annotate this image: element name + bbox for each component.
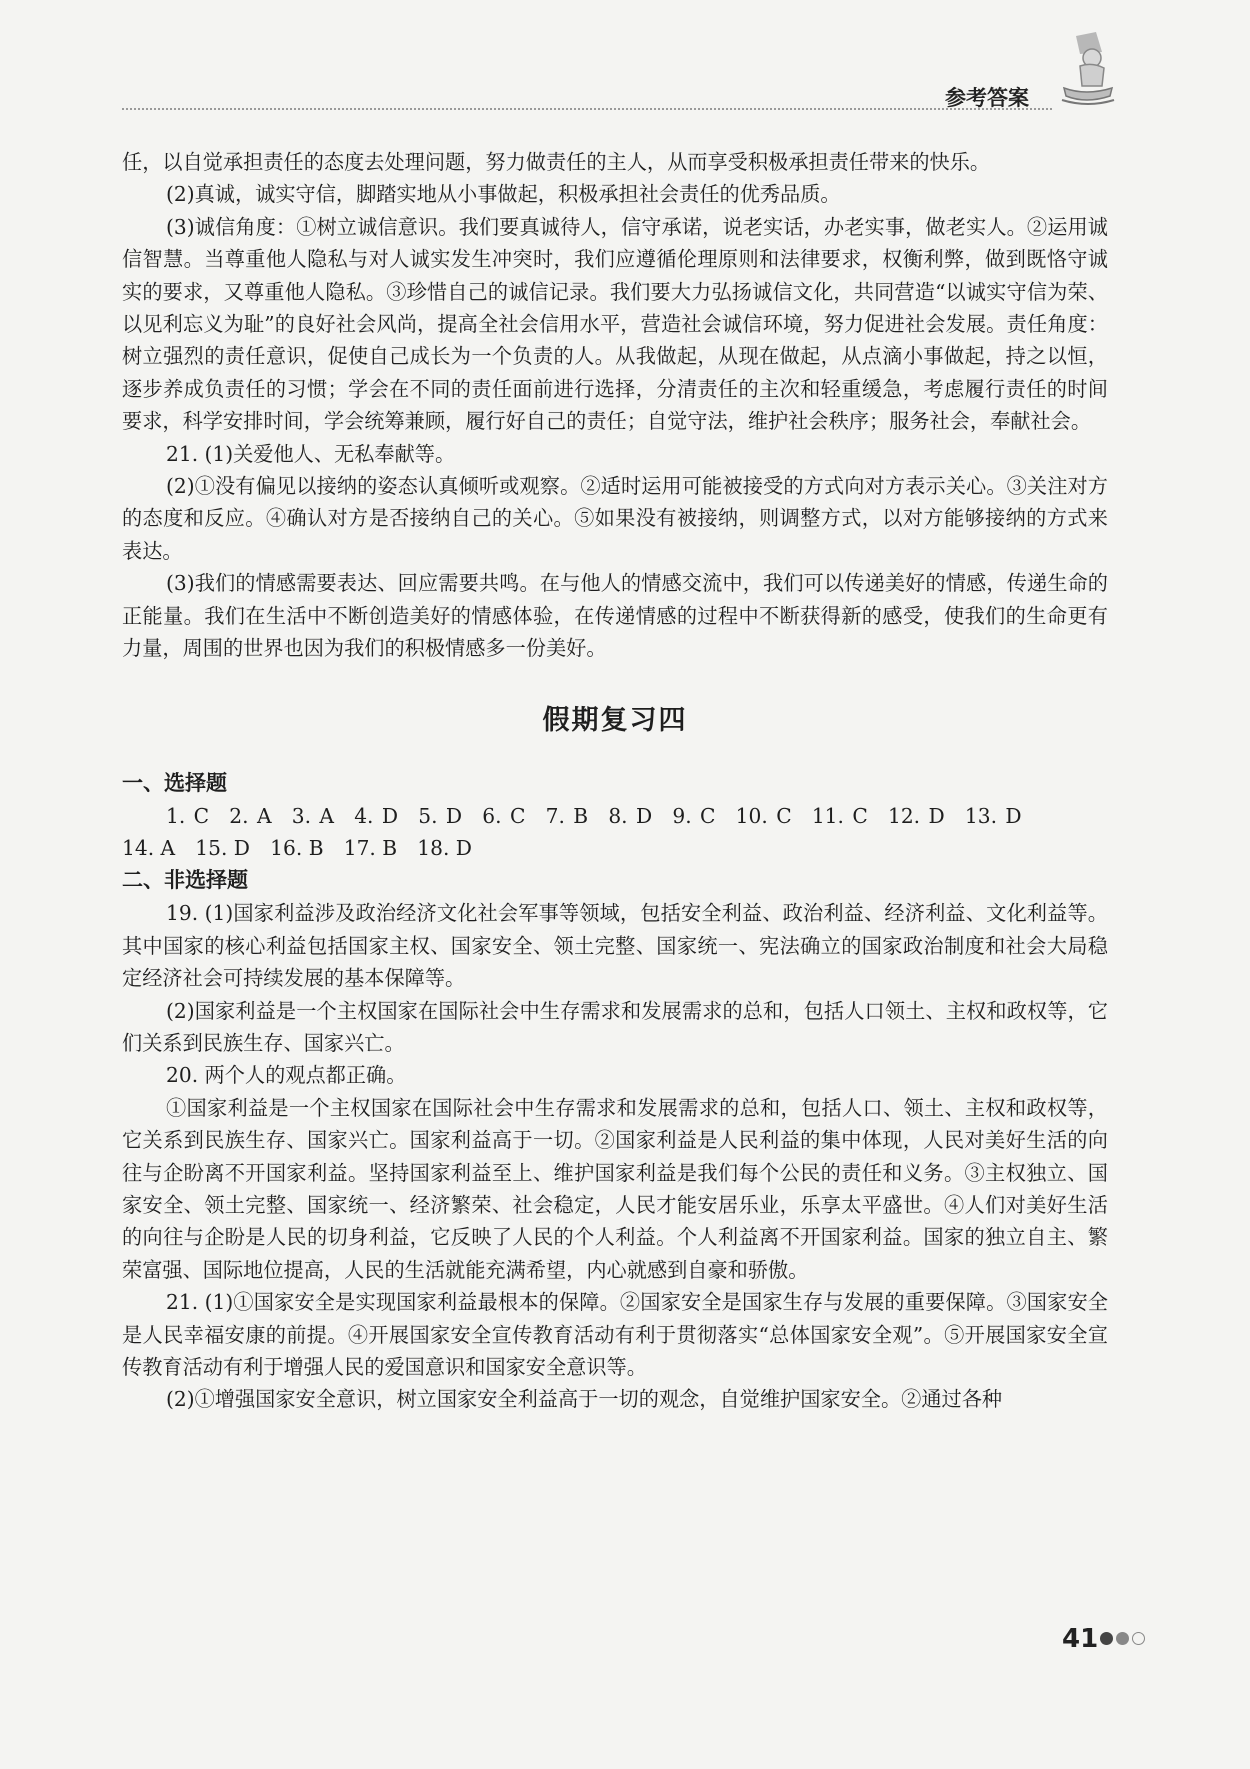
paragraph: (3)诚信角度：①树立诚信意识。我们要真诚待人，信守承诺，说老实话，办老实事，做老实人。②运用诚信智慧。当尊重他人隐私与对人诚实发生冲突时，我们应遵循伦理原则和法律要求，权衡利弊，做到既恪守诚实的要求，又尊重他人隐私。③珍惜自己的诚信记录。我们要大力弘扬诚信文化，共同营造“以诚实守信为荣、以见利忘义为耻”的良好社会风尚，提高全社会信用水平，营造社会诚信环境，努力促进社会发展。责任角度：树立强烈的责任意识，促使自己成长为一个负责的人。从我做起，从现在做起，从点滴小事做起，持之以恒，逐步养成负责任的习惯；学会在不同的责任面前进行选择，分清责任的主次和轻重缓急，考虑履行责任的时间要求，科学安排时间，学会统筹兼顾，履行好自己的责任；自觉守法，维护社会秩序；服务社会，奉献社会。 xyxy=(122,214,1108,434)
paragraph: (2)①增强国家安全意识，树立国家安全利益高于一切的观念，自觉维护国家安全。②通过各种 xyxy=(166,1387,1003,1412)
paragraph: 21. (1)①国家安全是实现国家利益最根本的保障。②国家安全是国家生存与发展的重要保障。③国家安全是人民幸福安康的前提。④开展国家安全宣传教育活动有利于贯彻落实“总体国家安全观”。⑤开展国家安全宣传教育活动有利于增强人民的爱国意识和国家安全意识等。 xyxy=(122,1290,1108,1379)
paragraph: 任，以自觉承担责任的态度去处理问题，努力做责任的主人，从而享受积极承担责任带来的快乐。 xyxy=(122,150,991,174)
dot-icon xyxy=(1100,1632,1113,1645)
paragraph: (2)国家利益是一个主权国家在国际社会中生存需求和发展需求的总和，包括人口领土、主权和政权等，它们关系到民族生存、国家兴亡。 xyxy=(122,998,1108,1055)
dot-icon xyxy=(1116,1632,1129,1645)
choice-heading: 一、选择题 xyxy=(122,770,227,795)
answer-content xyxy=(122,146,1108,1416)
paragraph: (2)真诚，诚实守信，脚踏实地从小事做起，积极承担社会责任的优秀品质。 xyxy=(166,182,841,207)
paragraph: 21. (1)关爱他人、无私奉献等。 xyxy=(166,441,456,466)
page-number: 41 xyxy=(1062,1624,1099,1654)
header-dotted-rule xyxy=(122,108,1052,110)
choice-answers-row: 1. C 2. A 3. A 4. D 5. D 6. C 7. B 8. D 9. C 10. C 11. C 12. D 13. D xyxy=(166,803,1022,828)
paragraph: 19. (1)国家利益涉及政治经济文化社会军事等领域，包括安全利益、政治利益、经济利益、文化利益等。其中国家的核心利益包括国家主权、国家安全、领土完整、国家统一、宪法确立的国家政治制度和社会大局稳定经济社会可持续发展的基本保障等。 xyxy=(122,901,1108,991)
header-tag: 参考答案 xyxy=(945,86,1029,110)
paragraph: ①国家利益是一个主权国家在国际社会中生存需求和发展需求的总和，包括人口、领土、主权和政权等，它关系到民族生存、国家兴亡。国家利益高于一切。②国家利益是人民利益的集中体现，人民对美好生活的向往与企盼离不开国家利益。坚持国家利益至上、维护国家利益是我们每个公民的责任和义务。③主权独立、国家安全、领土完整、国家统一、经济繁荣、社会稳定，人民才能安居乐业，乐享太平盛世。④人们对美好生活的向往与企盼是人民的切身利益，它反映了人民的个人利益。个人利益离不开国家利益。国家的独立自主、繁荣富强、国际地位提高，人民的生活就能充满希望，内心就感到自豪和骄傲。 xyxy=(122,1095,1108,1282)
paragraph: (2)①没有偏见以接纳的姿态认真倾听或观察。②适时运用可能被接受的方式向对方表示关心。③关注对方的态度和反应。④确认对方是否接纳自己的关心。⑤如果没有被接纳，则调整方式，以对方能够接纳的方式来表达。 xyxy=(122,474,1108,563)
paragraph: 20. 两个人的观点都正确。 xyxy=(166,1063,407,1088)
santa-sleigh-icon xyxy=(1058,28,1116,112)
paragraph: (3)我们的情感需要表达、回应需要共鸣。在与他人的情感交流中，我们可以传递美好的情感，传递生命的正能量。我们在生活中不断创造美好的情感体验，在传递情感的过程中不断获得新的感受，使我们的生命更有力量，周围的世界也因为我们的积极情感多一份美好。 xyxy=(122,571,1108,661)
section-title: 假期复习四 xyxy=(542,704,688,736)
page-dots-decoration xyxy=(1100,1632,1145,1645)
choice-answers-row: 14. A 15. D 16. B 17. B 18. D xyxy=(122,835,472,860)
dot-icon xyxy=(1132,1632,1145,1645)
nonchoice-heading: 二、非选择题 xyxy=(122,868,248,893)
